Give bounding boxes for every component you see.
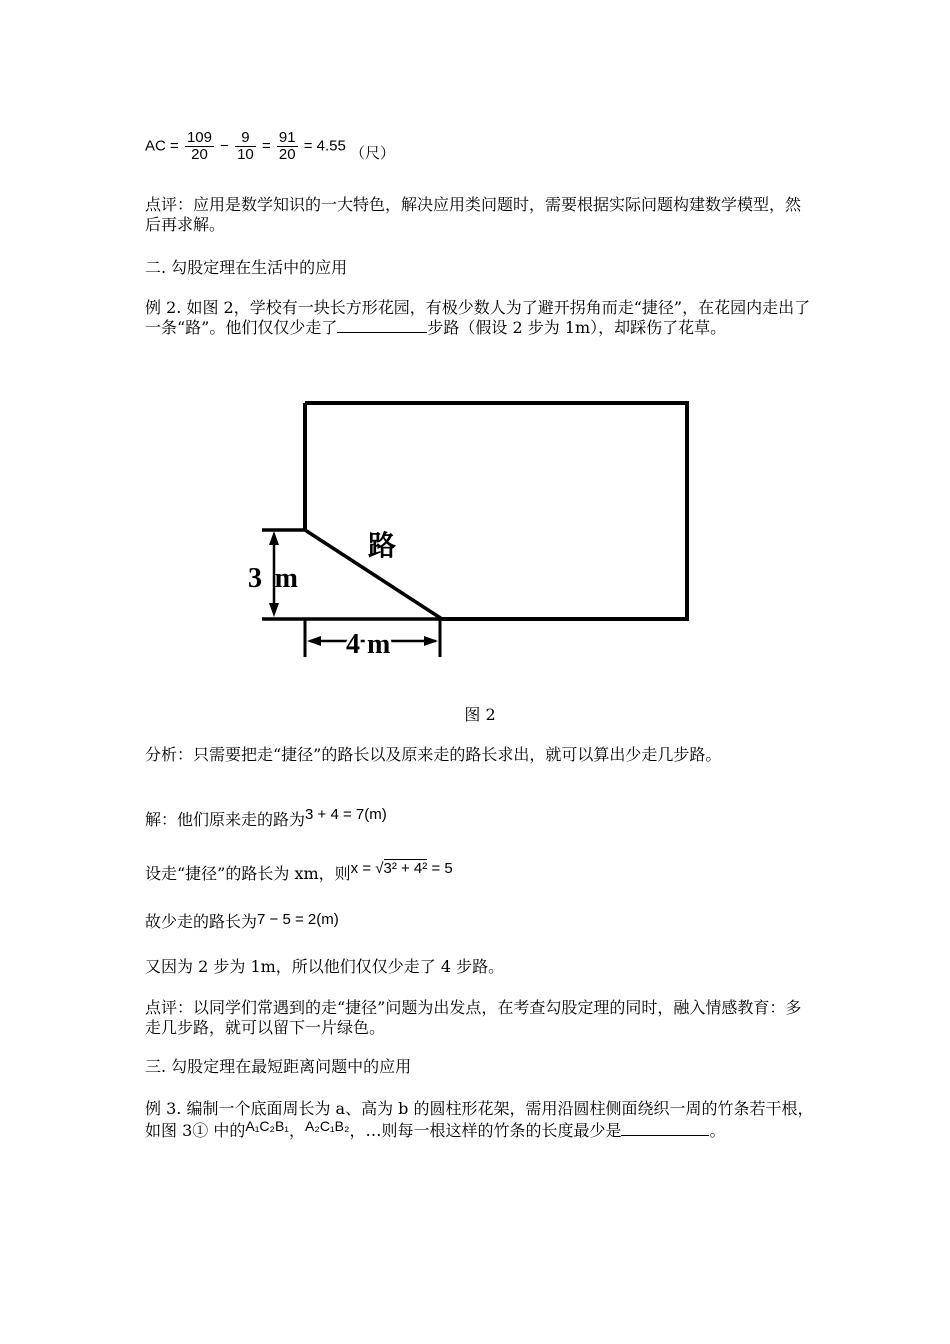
review-1: 点评：应用是数学知识的一大特色，解决应用类问题时，需要根据实际问题构建数学模型，然后再求解。	[145, 195, 802, 234]
segment-2: A₂C₁B₂	[305, 1118, 350, 1134]
example-3-comma: ，	[289, 1121, 306, 1140]
fraction-2: $\frac{9}{10}$	[237, 129, 254, 163]
analysis: 分析：只需要把走“捷径”的路长以及原来走的路长求出，就可以算出少走几步路。	[145, 745, 722, 764]
arrowhead-down	[269, 603, 279, 617]
solution-line-3	[145, 912, 815, 933]
figure-2-diagram	[250, 395, 700, 670]
equals-sign: =	[261, 137, 271, 155]
arrowhead-up	[269, 531, 279, 545]
solution-3-eq: 7 − 5 = 2(m)	[257, 911, 339, 928]
example-3-text-a: 例 3. 编制一个底面周长为 a、高为 b 的圆柱形花架，需用沿圆柱侧面绕织一周的竹条若干根，如图 3① 中的	[145, 1099, 814, 1140]
example-2-text-b: 步路（假设 2 步为 1m），却踩伤了花草。	[427, 318, 727, 337]
ac-result: = 4.55	[303, 137, 346, 155]
minus-sign: −	[220, 137, 229, 155]
solution-line-4: 又因为 2 步为 1m，所以他们仅仅少走了 4 步路。	[145, 957, 505, 976]
garden-outline	[305, 403, 687, 619]
section-3-title: 三. 勾股定理在最短距离问题中的应用	[145, 1057, 412, 1076]
solution-line-2	[145, 860, 815, 885]
width-label: 4 m	[346, 629, 391, 660]
example-3	[145, 1098, 815, 1142]
figure-2-caption: 图 2	[464, 705, 496, 724]
ac-unit: （尺）	[350, 144, 396, 163]
solution-2-eq: x = √3² + 4² = 5	[350, 860, 453, 877]
road-label: 路	[368, 529, 397, 562]
solution-line-1	[145, 806, 815, 831]
example-3-end: 。	[709, 1121, 726, 1140]
sqrt-icon: √	[375, 860, 384, 877]
solution-3-text: 故少走的路长为	[145, 912, 258, 931]
section-2-title: 二. 勾股定理在生活中的应用	[145, 258, 348, 277]
arrowhead-right	[424, 636, 438, 646]
height-label: 3 m	[248, 563, 298, 594]
solution-1-eq: 3 + 4 = 7(m)	[305, 806, 387, 823]
ac-formula	[145, 130, 815, 163]
solution-1-text: 解：他们原来走的路为	[145, 810, 306, 829]
example-3-text-b: ，…则每一根这样的竹条的长度最少是	[349, 1121, 622, 1140]
fraction-1: $\frac{109}{20}$	[186, 129, 212, 163]
answer-blank	[337, 318, 427, 333]
arrowhead-left	[307, 636, 321, 646]
ac-lhs: AC =	[145, 137, 179, 155]
example-2	[145, 298, 815, 338]
example-2-text-a: 例 2. 如图 2，学校有一块长方形花园，有极少数人为了避开拐角而走“捷径”，在花园内走出了一条“路”。他们仅仅少走了	[145, 298, 811, 337]
segment-1: A₁C₂B₁	[245, 1118, 290, 1134]
answer-blank-2	[621, 1121, 709, 1136]
solution-2-text: 设走“捷径”的路长为 xm，则	[145, 864, 351, 883]
fraction-3: $\frac{91}{20}$	[278, 129, 296, 163]
review-2: 点评：以同学们常遇到的走“捷径”问题为出发点，在考查勾股定理的同时，融入情感教育：多走几步路，就可以留下一片绿色。	[145, 998, 802, 1037]
